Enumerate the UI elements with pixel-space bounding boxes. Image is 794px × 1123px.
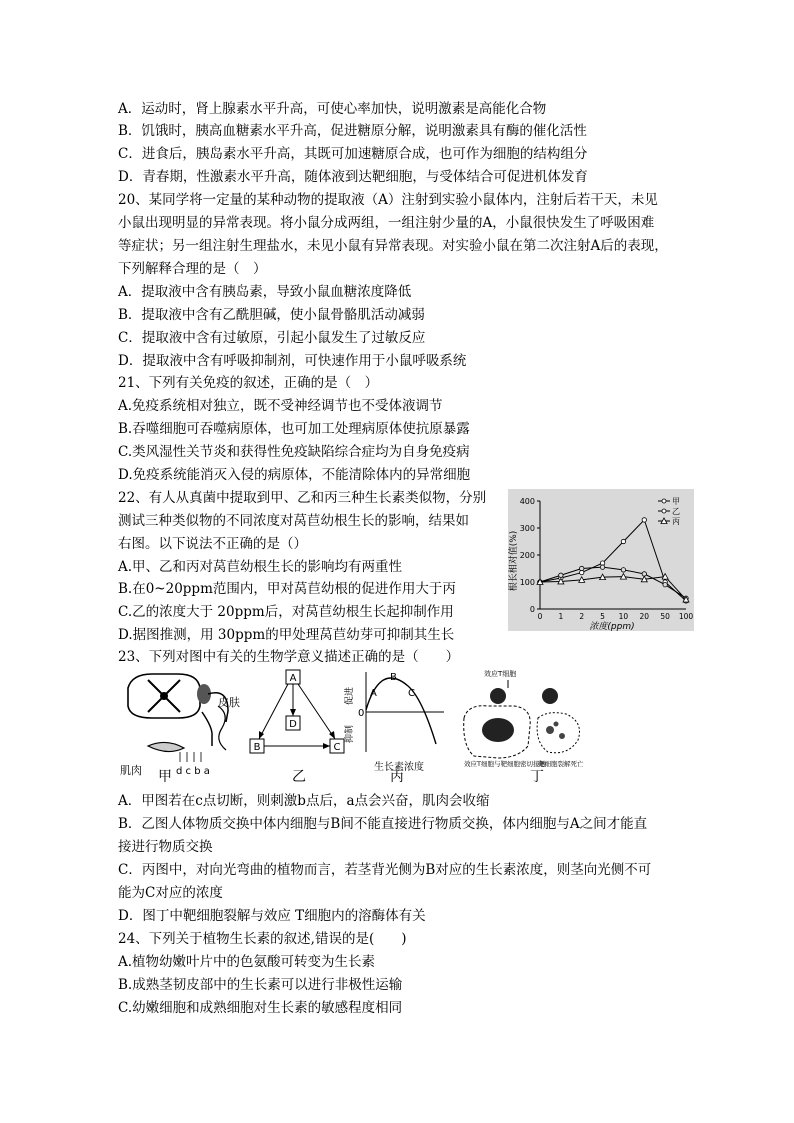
q20-stem-4: 下列解释合理的是（ ） <box>118 261 267 277</box>
q22-option-a: A.甲、乙和丙对莴苣幼根生长的影响均有两重性 <box>118 559 403 575</box>
label-muscle: 肌肉 <box>120 764 142 777</box>
label-auxin-conc: 生长素浓度 <box>374 762 424 773</box>
q19-option-b: B．饥饿时，胰高血糖素水平升高，促进糖原分解，说明激素具有酶的催化活性 <box>118 123 587 139</box>
q22-option-d: D.据图推测，用 30ppm的甲处理莴苣幼芽可抑制其生长 <box>118 627 455 643</box>
arrow-a-b <box>259 684 288 739</box>
q19-option-a: A．运动时，肾上腺素水平升高，可使心率加快，说明激素是高能化合物 <box>118 101 547 117</box>
fragment-3 <box>554 722 559 727</box>
q20-option-b: B．提取液中含有乙酰胆碱，使小鼠骨骼肌活动减弱 <box>118 307 425 323</box>
q20-option-c: C．提取液中含有过敏原，引起小鼠发生了过敏反应 <box>118 330 426 346</box>
q23-option-b-2: 接进行物质交换 <box>118 839 213 855</box>
x-tick-label: 5 <box>600 612 605 621</box>
label-inhibit: 抑制 <box>345 724 355 744</box>
label-contact: 效应T细胞与靶细胞密切接触 <box>464 760 546 768</box>
figure-jia-reflex-arc <box>120 674 240 777</box>
figure-bing-auxin-curve <box>343 672 444 773</box>
data-point <box>600 565 604 569</box>
q20-stem-2: 小鼠出现明显的异常表现。将小鼠分成两组，一组注射少量的A，小鼠很快发生了呼吸困难 <box>118 215 655 231</box>
q19-option-c: C．进食后，胰岛素水平升高，其既可加速糖原合成，也可作为细胞的结构组分 <box>118 146 588 162</box>
chart-xlabel: 浓度(ppm) <box>589 622 635 631</box>
q22-option-c: C.乙的浓度大于 20ppm后，对莴苣幼根生长起抑制作用 <box>118 604 454 620</box>
y-tick-label: 200 <box>519 551 535 560</box>
t-cell-right <box>542 688 558 704</box>
nerve-branch <box>218 706 226 750</box>
label-effector-t: 效应T细胞 <box>484 670 517 678</box>
label-dcba: d c b a <box>176 766 210 777</box>
q22-stem-1: 22、有人从真菌中提取到甲、乙和丙三种生长素类似物，分别 <box>118 490 487 506</box>
x-tick-label: 10 <box>618 612 629 621</box>
legend-marker <box>662 509 666 513</box>
label-point-b: B <box>390 672 397 683</box>
q23-option-b-1: B．乙图人体物质交换中体内细胞与B间不能直接进行物质交换，体内细胞与A之间才能直 <box>118 816 648 832</box>
legend-label: 丙 <box>672 517 680 526</box>
q20-option-d: D．提取液中含有呼吸抑制剂，可快速作用于小鼠呼吸系统 <box>118 353 467 369</box>
caption-ding: 丁 <box>530 769 544 785</box>
q21-stem: 21、下列有关免疫的叙述，正确的是（ ） <box>118 375 379 391</box>
label-a: A <box>289 673 297 684</box>
label-point-a: A <box>370 688 377 699</box>
q24-option-c: C.幼嫩细胞和成熟细胞对生长素的敏感程度相同 <box>118 1000 403 1016</box>
fragment-1 <box>546 726 554 734</box>
arrowhead-ad <box>290 709 296 716</box>
q20-stem-1: 20、某同学将一定量的某种动物的提取液（A）注射到实验小鼠体内，注射后若干天，未见 <box>118 192 658 208</box>
label-lysis: 靶细胞裂解死亡 <box>538 760 584 768</box>
q21-option-a: A.免疫系统相对独立，既不受神经调节也不受体液调节 <box>118 398 443 414</box>
root-length-chart <box>508 489 694 631</box>
q23-option-a: A．甲图若在c点切断，则刺激b点后，a点会兴奋，肌肉会收缩 <box>118 793 490 809</box>
legend-label: 乙 <box>672 507 680 516</box>
q23-option-d: D．图丁中靶细胞裂解与效应 T细胞内的溶酶体有关 <box>118 908 426 924</box>
q19-option-d: D．青春期，性激素水平升高，随体液到达靶细胞，与受体结合可促进机体发育 <box>118 169 588 185</box>
q23-option-c-1: C．丙图中，对向光弯曲的植物而言，若茎背光侧为B对应的生长素浓度，则茎向光侧不可 <box>118 862 652 878</box>
data-point <box>559 573 563 577</box>
y-tick-label: 100 <box>519 578 535 587</box>
t-cell-left <box>490 688 506 704</box>
q22-chart <box>508 489 694 631</box>
caption-bing: 丙 <box>390 769 404 785</box>
label-b: B <box>253 742 261 753</box>
q23-stem: 23、下列对图中有关的生物学意义描述正确的是（ ） <box>118 649 460 665</box>
fragment-2 <box>559 733 565 739</box>
label-c: C <box>333 742 341 753</box>
q21-option-d: D.免疫系统能消灭入侵的病原体，不能清除体内的异常细胞 <box>118 467 471 483</box>
data-point <box>642 572 646 576</box>
label-point-c: C <box>408 688 415 699</box>
arrowhead-ab <box>259 731 264 739</box>
y-tick-label: 400 <box>519 497 535 506</box>
x-tick-label: 100 <box>678 612 694 621</box>
y-tick-label: 300 <box>519 524 535 533</box>
y-tick-label: 0 <box>529 605 535 614</box>
q20-stem-3: 等症状；另一组注射生理盐水，未见小鼠有异常表现。对实验小鼠在第二次注射A后的表现， <box>118 238 668 254</box>
x-tick-label: 20 <box>639 612 650 621</box>
q21-option-b: B.吞噬细胞可吞噬病原体，也可加工处理病原体使抗原暴露 <box>118 421 470 437</box>
q24-option-a: A.植物幼嫩叶片中的色氨酸可转变为生长素 <box>118 954 376 970</box>
efferent-nerve <box>202 712 212 746</box>
q21-option-c: C.类风湿性关节炎和获得性免疫缺陷综合症均为自身免疫病 <box>118 444 470 460</box>
q20-option-a: A．提取液中含有胰岛素，导致小鼠血糖浓度降低 <box>118 284 412 300</box>
target-cell-right <box>537 713 579 753</box>
target-nucleus-left <box>482 718 514 742</box>
muscle-shape <box>148 742 184 751</box>
q23-option-c-2: 能为C对应的浓度 <box>118 885 223 901</box>
data-point <box>621 539 625 543</box>
q24-stem: 24、下列关于植物生长素的叙述,错误的是( ) <box>118 931 407 947</box>
q22-option-b: B.在0~20ppm范围内，甲对莴苣幼根的促进作用大于丙 <box>118 581 456 597</box>
arrow-a-c <box>298 684 335 739</box>
x-tick-label: 50 <box>660 612 670 621</box>
central-canal <box>160 692 168 700</box>
data-point <box>642 518 646 522</box>
chart-ylabel: 根长相对值(%) <box>509 530 519 592</box>
q24-option-b: B.成熟茎韧皮部中的生长素可以进行非极性运输 <box>118 977 403 993</box>
legend-label: 甲 <box>672 497 680 506</box>
caption-yi: 乙 <box>292 769 306 785</box>
q22-stem-3: 右图。以下说法不正确的是（） <box>118 536 307 552</box>
x-tick-label: 0 <box>537 612 543 621</box>
data-point <box>663 583 667 587</box>
label-zero: 0 <box>358 708 365 719</box>
legend-marker <box>662 499 666 503</box>
figure-ding-t-cell <box>464 669 584 768</box>
label-promote: 促进 <box>345 686 355 706</box>
label-skin: 皮肤 <box>218 696 240 709</box>
q22-stem-2: 测试三种类似物的不同浓度对莴苣幼根生长的影响，结果如 <box>118 513 469 529</box>
x-tick-label: 1 <box>558 612 564 621</box>
data-point <box>580 566 584 570</box>
figure-yi-fluid-exchange <box>250 670 344 753</box>
x-tick-label: 2 <box>579 612 585 621</box>
label-d: D <box>289 719 297 730</box>
series-line-1 <box>540 520 686 601</box>
arrowhead-bc <box>323 743 330 749</box>
caption-jia: 甲 <box>158 769 172 785</box>
data-point <box>621 568 625 572</box>
